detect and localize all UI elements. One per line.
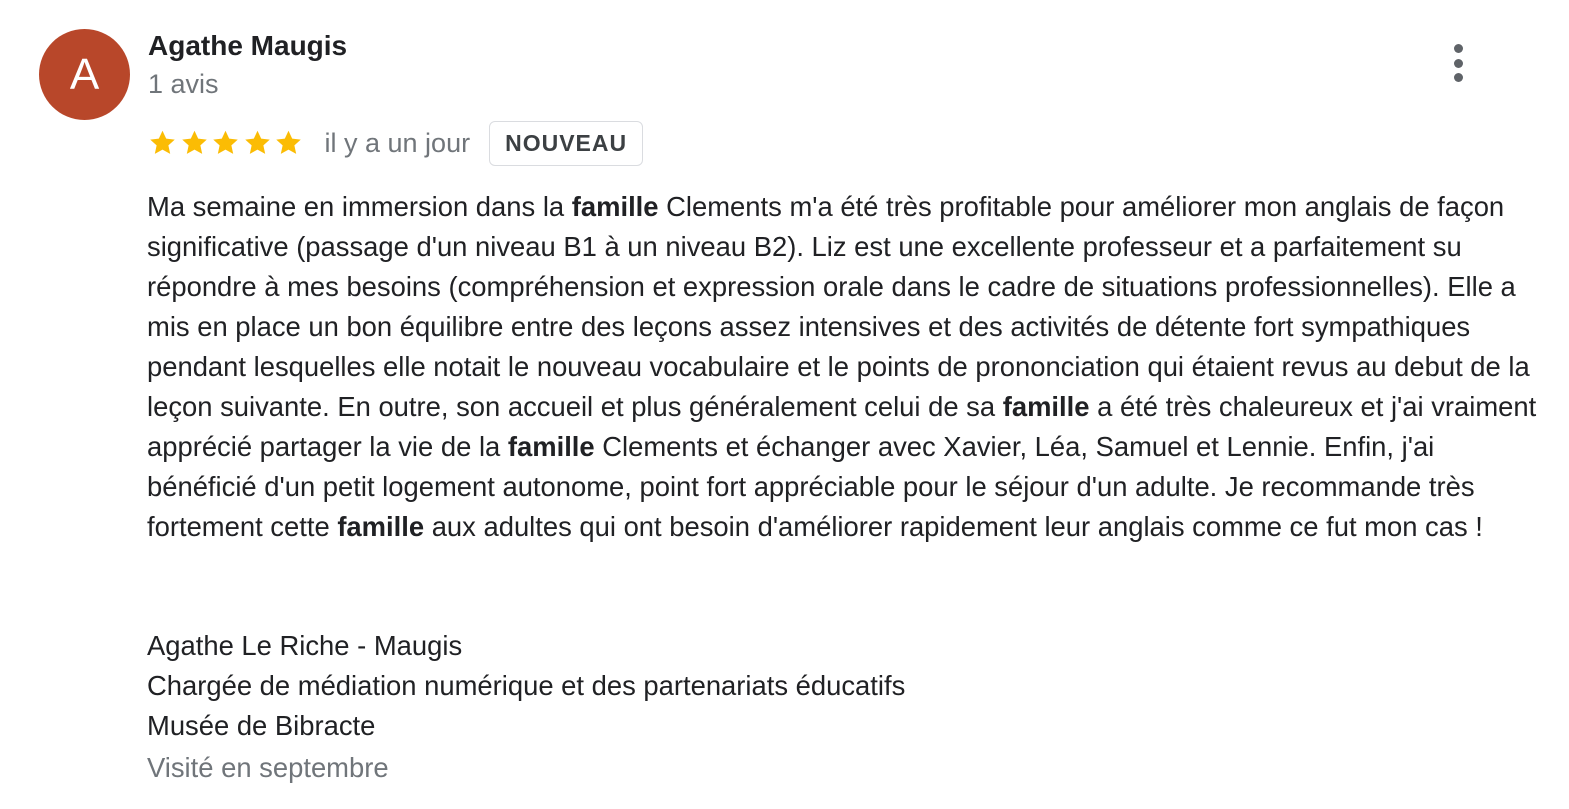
more-options-button[interactable] <box>1440 40 1476 86</box>
review-text-paragraph <box>147 187 1537 547</box>
more-vert-icon-dot <box>1454 59 1463 68</box>
review-text-segment: Ma semaine en immersion dans la <box>147 191 572 222</box>
reviewer-name[interactable]: Agathe Maugis <box>148 30 348 61</box>
review-signature <box>147 626 905 746</box>
review-text-segment: a été très chaleureux et j'ai vraiment apprécié partager la vie de la <box>147 391 1537 462</box>
signature-organization: Musée de Bibracte <box>147 710 376 741</box>
star-rating <box>147 128 305 158</box>
more-vert-icon <box>1454 44 1463 53</box>
star-icon <box>179 128 210 158</box>
review-time: il y a un jour <box>324 128 471 158</box>
review-text-segment: Clements et échanger avec Xavier, Léa, Samuel et Lennie. Enfin, j'ai bénéficié d'un petit logement autonome, point fort appréciable pour le séjour d'un adulte. Je recommande très fortement cette <box>147 431 1475 542</box>
signature-role: Chargée de médiation numérique et des partenariats éducatifs <box>147 670 906 701</box>
new-badge: NOUVEAU <box>489 121 643 166</box>
highlighted-keyword: famille <box>507 431 595 462</box>
highlighted-keyword: famille <box>1002 391 1090 422</box>
rating-row <box>147 119 643 167</box>
more-vert-icon-dot <box>1454 73 1463 82</box>
highlighted-keyword: famille <box>571 191 659 222</box>
avatar[interactable] <box>39 29 130 120</box>
signature-name: Agathe Le Riche - Maugis <box>147 630 463 661</box>
avatar-letter: A <box>69 49 100 99</box>
review-text-segment: Clements m'a été très profitable pour améliorer mon anglais de façon significative (passage d'un niveau B1 à un niveau B2). Liz est une excellente professeur et a parfaitement su répondre à mes besoins (compréhension et expression orale dans le cadre de situations professionnelles). Elle a mis en place un bon équilibre entre des leçons assez intensives et des activités de détente fort sympathiques pendant lesquelles elle notait le nouveau vocabulaire et le points de prononciation qui étaient revus au debut de la leçon suivante. En outre, son accueil et plus généralement celui de sa <box>147 191 1530 422</box>
reviewer-review-count: 1 avis <box>148 69 219 99</box>
highlighted-keyword: famille <box>337 511 425 542</box>
review-text-segment: aux adultes qui ont besoin d'améliorer rapidement leur anglais comme ce fut mon cas ! <box>424 511 1483 542</box>
star-icon <box>210 128 241 158</box>
review-text <box>147 187 1537 547</box>
star-icon <box>273 128 304 158</box>
star-icon <box>242 128 273 158</box>
visit-date: Visité en septembre <box>147 752 389 783</box>
star-icon <box>147 128 178 158</box>
